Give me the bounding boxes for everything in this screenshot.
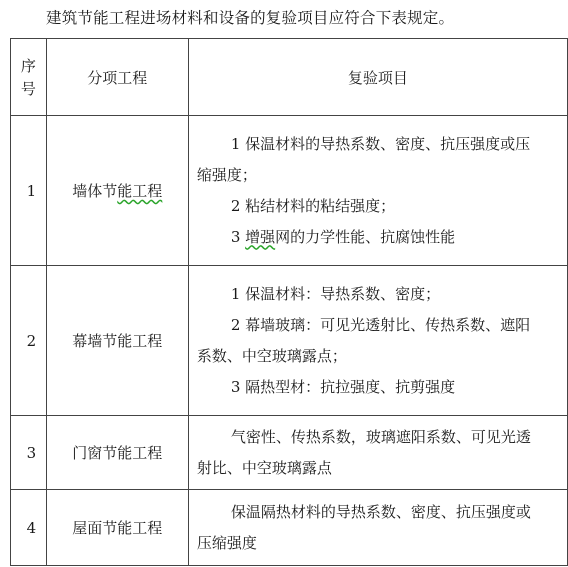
item-line: 系数、中空玻璃露点； — [196, 346, 347, 365]
item-line: 保温隔热材料的导热系数、密度、抗压强度或 — [230, 502, 531, 521]
row-sub-project-label: 墙体节能工程 — [72, 182, 163, 200]
table-header-row — [11, 39, 568, 116]
row-number: 2 — [11, 266, 47, 416]
row-number: 1 — [11, 116, 47, 266]
row-recheck-items — [188, 416, 567, 490]
row-recheck-items — [188, 266, 567, 416]
header-serial-bottom: 号 — [20, 80, 36, 98]
item-line: 缩强度； — [196, 165, 257, 184]
item-line: 2 粘结材料的粘结强度； — [230, 196, 396, 215]
row-sub-project-text — [72, 180, 162, 201]
item-line: 射比、中空玻璃露点 — [196, 458, 332, 477]
item-line: 2 幕墙玻璃：可见光透射比、传热系数、遮阳 — [230, 315, 531, 334]
recheck-items-table — [10, 38, 568, 566]
item-line: 1 保温材料：导热系数、密度； — [230, 284, 441, 303]
header-serial-top: 序 — [20, 57, 36, 75]
header-serial-number — [11, 39, 47, 116]
row-recheck-items — [188, 490, 567, 566]
item-line: 压缩强度 — [196, 533, 257, 552]
header-sub-project: 分项工程 — [46, 39, 188, 116]
table-row — [11, 416, 568, 490]
table-row — [11, 490, 568, 566]
row-number: 3 — [11, 416, 47, 490]
table-row — [11, 116, 568, 266]
row-recheck-items — [188, 116, 567, 266]
row-number: 4 — [11, 490, 47, 566]
item-line: 1 保温材料的导热系数、密度、抗压强度或压 — [230, 134, 531, 153]
header-recheck-items: 复验项目 — [188, 39, 567, 116]
item-line: 气密性、传热系数，玻璃遮阳系数、可见光透 — [230, 427, 531, 446]
row-sub-project: 屋面节能工程 — [46, 490, 188, 566]
row-sub-project: 幕墙节能工程 — [46, 266, 188, 416]
row-sub-project — [46, 116, 188, 266]
item-line: 3 隔热型材：抗拉强度、抗剪强度 — [230, 377, 456, 396]
row-sub-project: 门窗节能工程 — [46, 416, 188, 490]
intro-paragraph: 建筑节能工程进场材料和设备的复验项目应符合下表规定。 — [46, 9, 455, 27]
item-line: 3 增强网的力学性能、抗腐蚀性能 — [230, 227, 456, 246]
table-row — [11, 266, 568, 416]
